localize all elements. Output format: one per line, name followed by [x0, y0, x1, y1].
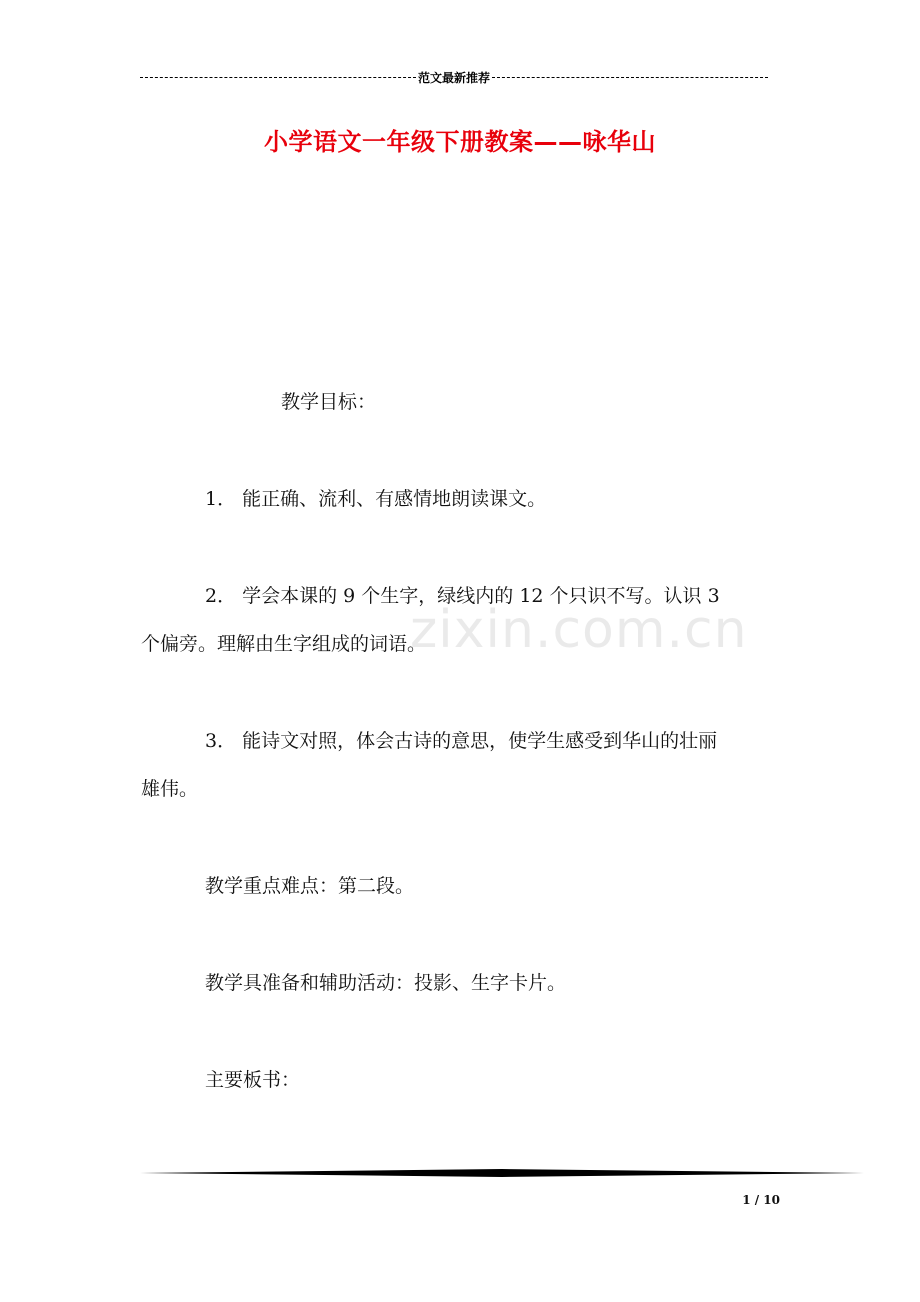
page-number: 1 / 10 — [742, 1193, 780, 1207]
goal-3-line-2: 雄伟。 — [141, 778, 199, 800]
preparation: 教学具准备和辅助活动：投影、生字卡片。 — [205, 972, 567, 994]
header-dash-left — [140, 77, 416, 78]
goals-heading: 教学目标： — [281, 391, 377, 413]
blackboard-heading: 主要板书： — [205, 1069, 301, 1091]
goal-1: 1． 能正确、流利、有感情地朗读课文。 — [205, 488, 547, 510]
footer-divider — [140, 1168, 864, 1178]
document-title: 小学语文一年级下册教案——咏华山 — [264, 128, 656, 156]
goal-3-line-1: 3． 能诗文对照，体会古诗的意思，使学生感受到华山的壮丽 — [205, 730, 718, 752]
watermark: zixin.com.cn — [410, 600, 748, 660]
key-points: 教学重点难点：第二段。 — [205, 875, 415, 897]
header-dash-right — [492, 77, 768, 78]
goal-2-line-2: 个偏旁。理解由生字组成的词语。 — [141, 633, 427, 655]
goal-2-line-1: 2． 学会本课的 9 个生字，绿线内的 12 个只识不写。认识 3 — [205, 585, 720, 607]
header-label: 范文最新推荐 — [418, 70, 491, 85]
page-header — [140, 68, 768, 86]
